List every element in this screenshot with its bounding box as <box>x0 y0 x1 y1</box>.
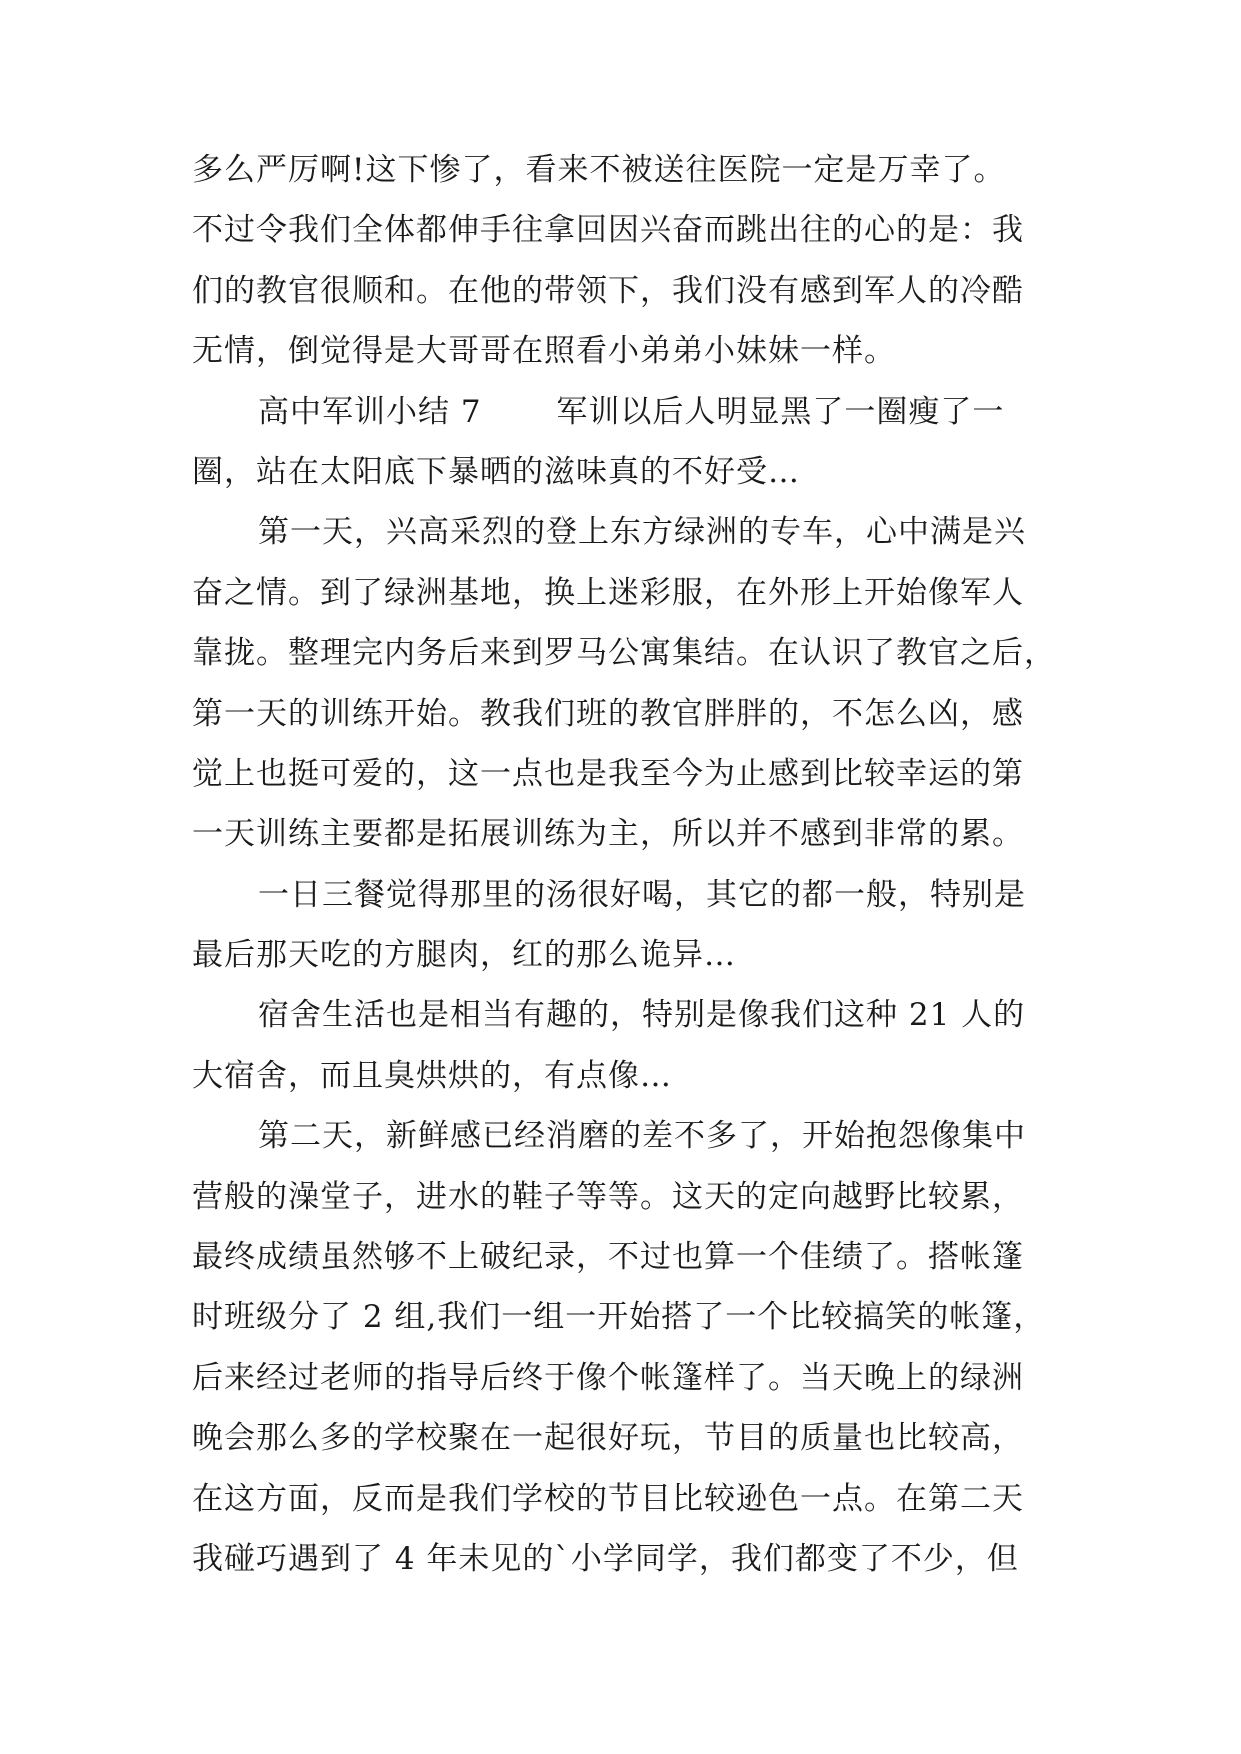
text-line-7: 第一天，兴高采烈的登上东方绿洲的专车，心中满是兴 <box>258 514 1026 551</box>
text-line-13: 一日三餐觉得那里的汤很好喝，其它的都一般，特别是 <box>258 876 1026 913</box>
text-line-24: 我碰巧遇到了 4 年未见的`小学同学，我们都变了不少，但 <box>192 1540 1019 1577</box>
document-body <box>192 140 1072 1589</box>
text-line-14: 最后那天吃的方腿肉，红的那么诡异… <box>192 937 736 974</box>
text-line-4: 无情，倒觉得是大哥哥在照看小弟弟小妹妹一样。 <box>192 333 896 370</box>
text-line-19: 最终成绩虽然够不上破纪录，不过也算一个佳绩了。搭帐篷 <box>192 1239 1024 1276</box>
text-line-2: 不过令我们全体都伸手往拿回因兴奋而跳出往的心的是：我 <box>192 212 1024 249</box>
text-line-9: 靠拢。整理完内务后来到罗马公寓集结。在认识了教官之后， <box>192 635 1056 672</box>
text-line-15: 宿舍生活也是相当有趣的，特别是像我们这种 21 人的 <box>258 997 1026 1034</box>
text-line-16: 大宿舍，而且臭烘烘的，有点像… <box>192 1057 672 1094</box>
text-line-6: 圈，站在太阳底下暴晒的滋味真的不好受… <box>192 453 800 490</box>
text-line-12: 一天训练主要都是拓展训练为主，所以并不感到非常的累。 <box>192 816 1024 853</box>
text-line-8: 奋之情。到了绿洲基地，换上迷彩服，在外形上开始像军人 <box>192 574 1024 611</box>
text-line-18: 营般的澡堂子，进水的鞋子等等。这天的定向越野比较累， <box>192 1178 1024 1215</box>
text-line-10: 第一天的训练开始。教我们班的教官胖胖的，不怎么凶，感 <box>192 695 1024 732</box>
text-line-11: 觉上也挺可爱的，这一点也是我至今为止感到比较幸运的第 <box>192 755 1024 792</box>
text-line-20: 时班级分了 2 组,我们一组一开始搭了一个比较搞笑的帐篷， <box>192 1299 1046 1336</box>
text-line-5: 高中军训小结 7 军训以后人明显黑了一圈瘦了一 <box>258 393 1005 430</box>
text-line-23: 在这方面，反而是我们学校的节目比较逊色一点。在第二天 <box>192 1480 1024 1517</box>
text-line-3: 们的教官很顺和。在他的带领下，我们没有感到军人的冷酷 <box>192 272 1024 309</box>
text-line-21: 后来经过老师的指导后终于像个帐篷样了。当天晚上的绿洲 <box>192 1359 1024 1396</box>
text-line-1: 多么严厉啊!这下惨了，看来不被送往医院一定是万幸了。 <box>192 152 1006 188</box>
text-line-17: 第二天，新鲜感已经消磨的差不多了，开始抱怨像集中 <box>258 1118 1026 1155</box>
text-line-22: 晚会那么多的学校聚在一起很好玩，节目的质量也比较高， <box>192 1420 1024 1457</box>
